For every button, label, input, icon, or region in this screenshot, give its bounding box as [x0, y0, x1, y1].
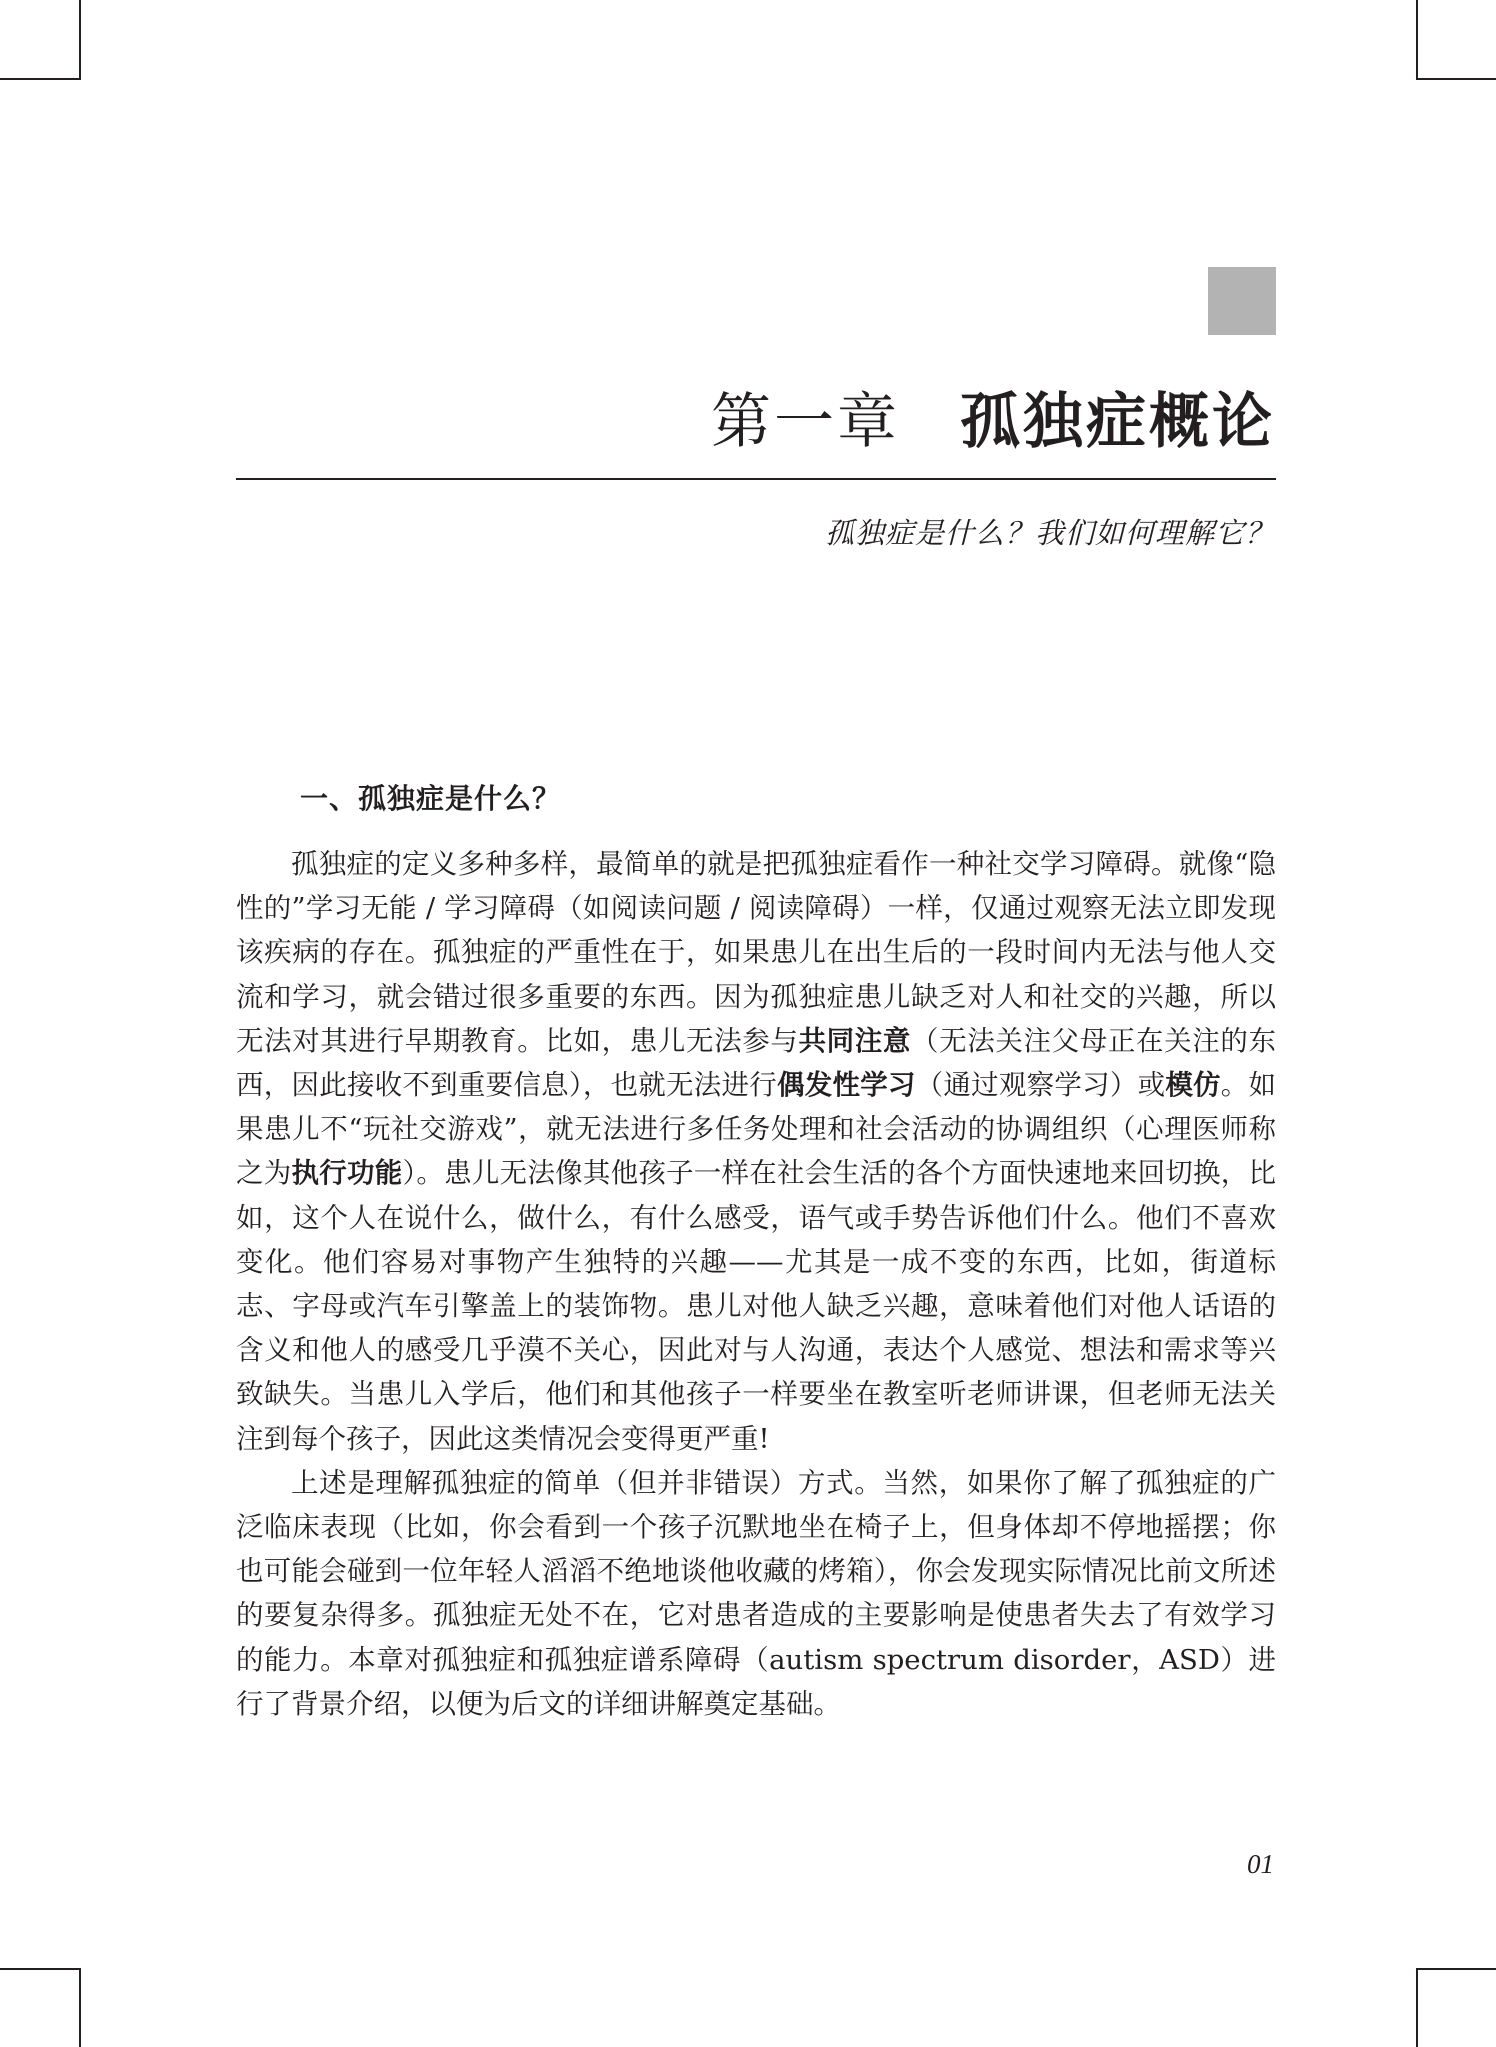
chapter-name: 孤独症概论 [960, 387, 1275, 457]
paragraph-1 [236, 842, 1276, 1461]
chapter-decoration-block [1208, 267, 1276, 335]
paragraph-1-text-b: （无法关注父母正在关注的东西，因此接收不到重要信息），也就无法进行 [236, 1024, 1276, 1102]
chapter-title [711, 372, 1275, 481]
paragraph-1-text-d: 。如果患儿不“玩社交游戏”，就无法进行多任务处理和社会活动的协调组织（心理医师称之为 [236, 1069, 1277, 1190]
crop-mark-bottom-right-horizontal [1416, 1968, 1496, 1970]
chapter-number: 第一章 [711, 387, 900, 457]
paragraph-1-text-e: ）。患儿无法像其他孩子一样在社会生活的各个方面快速地来回切换，比如，这个人在说什么，做什么，有什么感受，语气或手势告诉他们什么。他们不喜欢变化。他们容易对事物产生独特的兴趣——尤其是一成不变的东西，比如，街道标志、字母或汽车引擎盖上的装饰物。患儿对他人缺乏兴趣，意味着他们对他人话语的含义和他人的感受几乎漠不关心，因此对与人沟通，表达个人感觉、想法和需求等兴致缺失。当患儿入学后，他们和其他孩子一样要坐在教室听老师讲课，但老师无法关注到每个孩子，因此这类情况会变得更严重! [236, 1157, 1277, 1455]
term-imitation: 模仿 [1165, 1069, 1221, 1102]
term-joint-attention: 共同注意 [798, 1024, 911, 1057]
crop-mark-bottom-left-horizontal [0, 1968, 81, 1970]
crop-mark-bottom-left-vertical [79, 1968, 81, 2047]
chapter-subtitle: 孤独症是什么？我们如何理解它？ [824, 516, 1275, 550]
crop-mark-top-right-horizontal [1416, 78, 1496, 80]
crop-mark-top-left-vertical [79, 0, 81, 79]
paragraph-2: 上述是理解孤独症的简单（但并非错误）方式。当然，如果你了解了孤独症的广泛临床表现（比如，你会看到一个孩子沉默地坐在椅子上，但身体却不停地摇摆；你也可能会碰到一位年轻人滔滔不绝地谈他收藏的烤箱），你会发现实际情况比前文所述的要复杂得多。孤独症无处不在，它对患者造成的主要影响是使患者失去了有效学习的能力。本章对孤独症和孤独症谱系障碍（autism spectrum disorder，ASD）进行了背景介绍，以便为后文的详细讲解奠定基础。 [236, 1466, 1276, 1720]
section-heading: 一、孤独症是什么？ [300, 782, 562, 815]
paragraph-1-text-c: （通过观察学习）或 [915, 1069, 1166, 1102]
title-divider [236, 478, 1276, 480]
term-incidental-learning: 偶发性学习 [776, 1069, 916, 1102]
paragraph-1-text-a: 孤独症的定义多种多样，最简单的就是把孤独症看作一种社交学习障碍。就像“隐性的”学习无能 / 学习障碍（如阅读问题 / 阅读障碍）一样，仅通过观察无法立即发现该疾病的存在。孤独症的严重性在于，如果患儿在出生后的一段时间内无法与他人交流和学习，就会错过很多重要的东西。因为孤独症患儿缺乏对人和社交的兴趣，所以无法对其进行早期教育。比如，患儿无法参与 [236, 848, 1276, 1057]
crop-mark-top-left-horizontal [0, 78, 81, 80]
body-text [236, 842, 1276, 1726]
page-number: 01 [1247, 1849, 1274, 1879]
term-executive-function: 执行功能 [291, 1157, 403, 1190]
crop-mark-top-right-vertical [1416, 0, 1418, 79]
crop-mark-bottom-right-vertical [1416, 1968, 1418, 2047]
